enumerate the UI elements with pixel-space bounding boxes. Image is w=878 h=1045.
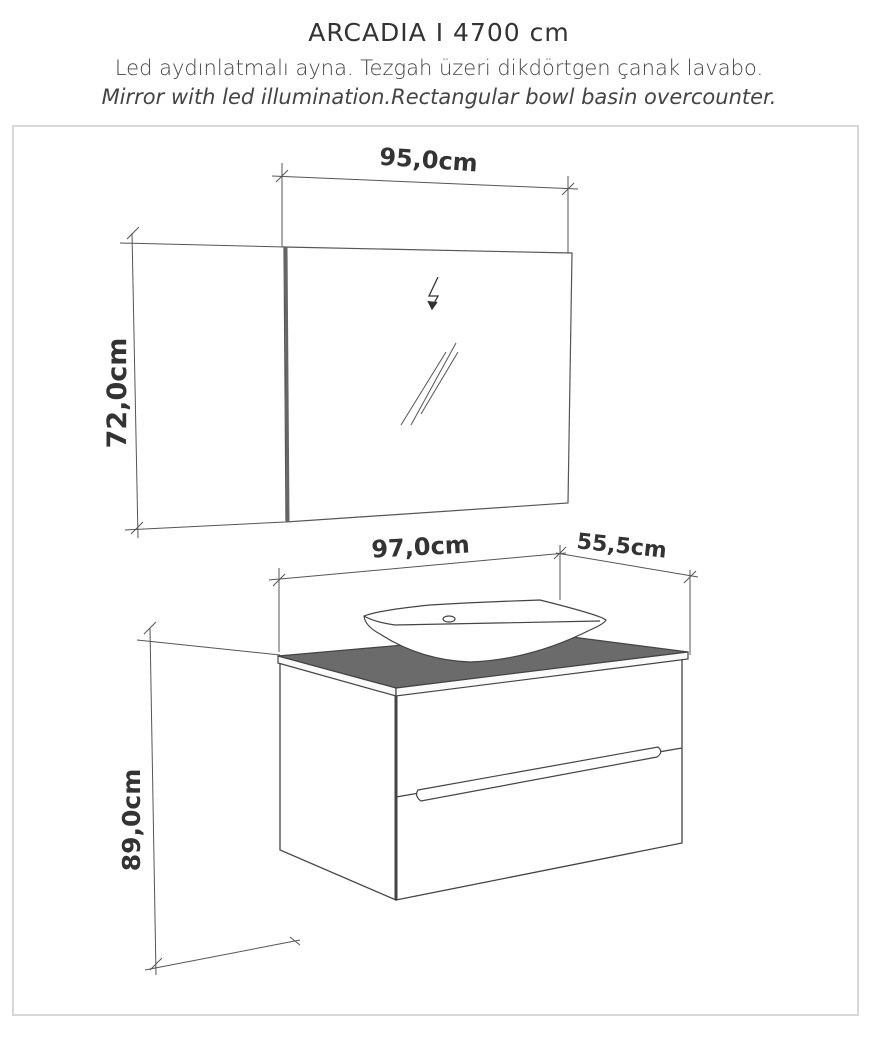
cabinet-depth-label: 55,5cm [575,529,668,564]
mirror [284,247,572,522]
mirror-width-dimension-line [272,163,578,253]
mirror-height-dimension-line [120,227,285,538]
mirror-height-label: 72,0cm [102,337,133,449]
vanity-cabinet [280,656,682,900]
mirror-width-label: 95,0cm [378,142,479,178]
cabinet-height-label: 89,0cm [117,768,146,872]
subtitle-english: Mirror with led illumination.Rectangular bowl basin overcounter. [101,85,777,109]
subtitle-turkish: Led aydınlatmalı ayna. Tezgah üzeri dikdörtgen çanak lavabo. [114,56,764,80]
cabinet-width-label: 97,0cm [370,530,471,564]
page-title: ARCADIA I 4700 cm [308,18,570,47]
cabinet-height-dimension-line [137,622,300,975]
